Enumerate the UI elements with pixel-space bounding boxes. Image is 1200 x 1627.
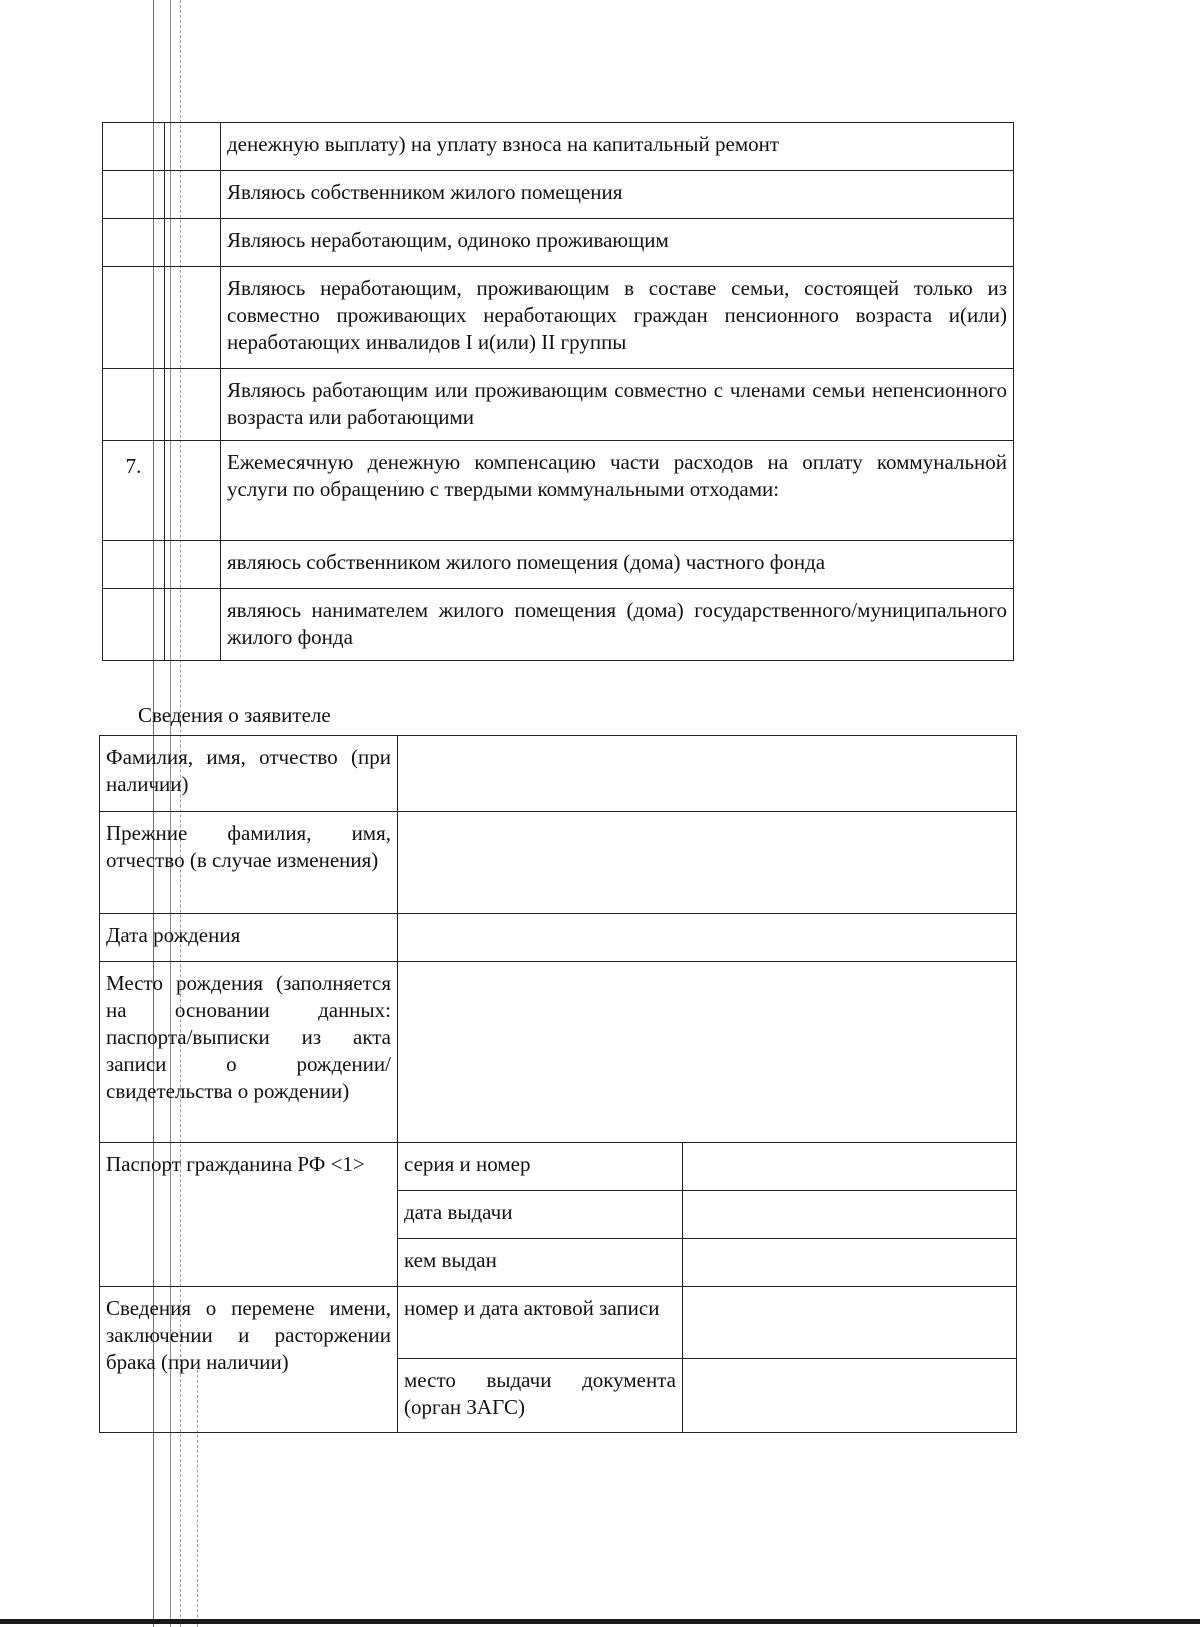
checkbox-cell[interactable] (165, 589, 221, 661)
table-row (103, 441, 1014, 541)
applicant-table (99, 735, 1017, 1433)
row-number (103, 369, 165, 441)
passport-issue-date-label: дата выдачи (398, 1191, 683, 1239)
passport-series-field[interactable] (683, 1143, 1017, 1191)
table-row (100, 1143, 1017, 1191)
row-number (103, 123, 165, 171)
table-row (100, 1287, 1017, 1359)
passport-issued-by-field[interactable] (683, 1239, 1017, 1287)
birth-date-label: Дата рождения (100, 914, 398, 962)
option-text: Являюсь неработающим, проживающим в составе семьи, состоящей только из совместно проживающих неработающих граждан пенсионного возраста и(или) неработающих инвалидов I и(или) II группы (221, 267, 1014, 369)
benefits-table (102, 122, 1014, 661)
checkbox-cell[interactable] (165, 267, 221, 369)
checkbox-cell[interactable] (165, 441, 221, 541)
table-row (103, 541, 1014, 589)
row-number: 7. (103, 441, 165, 541)
issuing-office-field[interactable] (683, 1359, 1017, 1433)
applicant-section-caption: Сведения о заявителе (138, 703, 331, 727)
passport-issued-by-label: кем выдан (398, 1239, 683, 1287)
checkbox-cell[interactable] (165, 219, 221, 267)
row-number (103, 541, 165, 589)
table-row (100, 812, 1017, 914)
full-name-field[interactable] (398, 736, 1017, 812)
row-number (103, 171, 165, 219)
option-text: Являюсь неработающим, одиноко проживающим (221, 219, 1014, 267)
row-number (103, 267, 165, 369)
checkbox-cell[interactable] (165, 541, 221, 589)
previous-name-field[interactable] (398, 812, 1017, 914)
checkbox-cell[interactable] (165, 123, 221, 171)
passport-series-label: серия и номер (398, 1143, 683, 1191)
table-row (103, 123, 1014, 171)
table-row (103, 589, 1014, 661)
table-row (103, 369, 1014, 441)
previous-name-label: Прежние фамилия, имя, отчество (в случае изменения) (100, 812, 398, 914)
birth-place-field[interactable] (398, 962, 1017, 1143)
birth-place-label: Место рождения (заполняется на основании данных: паспорта/выписки из акта записи о рождении/свидетельства о рождении) (100, 962, 398, 1143)
passport-label: Паспорт гражданина РФ <1> (100, 1143, 398, 1287)
option-text: являюсь нанимателем жилого помещения (дома) государственного/муниципального жилого фонда (221, 589, 1014, 661)
table-row (100, 914, 1017, 962)
option-text: Ежемесячную денежную компенсацию части расходов на оплату коммунальной услуги по обращению с твердыми коммунальными отходами: (221, 441, 1014, 541)
full-name-label: Фамилия, имя, отчество (при наличии) (100, 736, 398, 812)
option-text: Являюсь работающим или проживающим совместно с членами семьи непенсионного возраста или работающими (221, 369, 1014, 441)
table-row (103, 267, 1014, 369)
record-number-date-label: номер и дата актовой записи (398, 1287, 683, 1359)
issuing-office-label: место выдачи документа (орган ЗАГС) (398, 1359, 683, 1433)
checkbox-cell[interactable] (165, 369, 221, 441)
name-change-label: Сведения о перемене имени, заключении и расторжении брака (при наличии) (100, 1287, 398, 1433)
table-row (100, 962, 1017, 1143)
table-row (103, 171, 1014, 219)
row-number (103, 219, 165, 267)
option-text: Являюсь собственником жилого помещения (221, 171, 1014, 219)
checkbox-cell[interactable] (165, 171, 221, 219)
scan-bottom-edge (0, 1619, 1200, 1624)
record-number-date-field[interactable] (683, 1287, 1017, 1359)
passport-issue-date-field[interactable] (683, 1191, 1017, 1239)
option-text: являюсь собственником жилого помещения (дома) частного фонда (221, 541, 1014, 589)
birth-date-field[interactable] (398, 914, 1017, 962)
row-number (103, 589, 165, 661)
table-row (100, 736, 1017, 812)
table-row (103, 219, 1014, 267)
option-text: денежную выплату) на уплату взноса на капитальный ремонт (221, 123, 1014, 171)
